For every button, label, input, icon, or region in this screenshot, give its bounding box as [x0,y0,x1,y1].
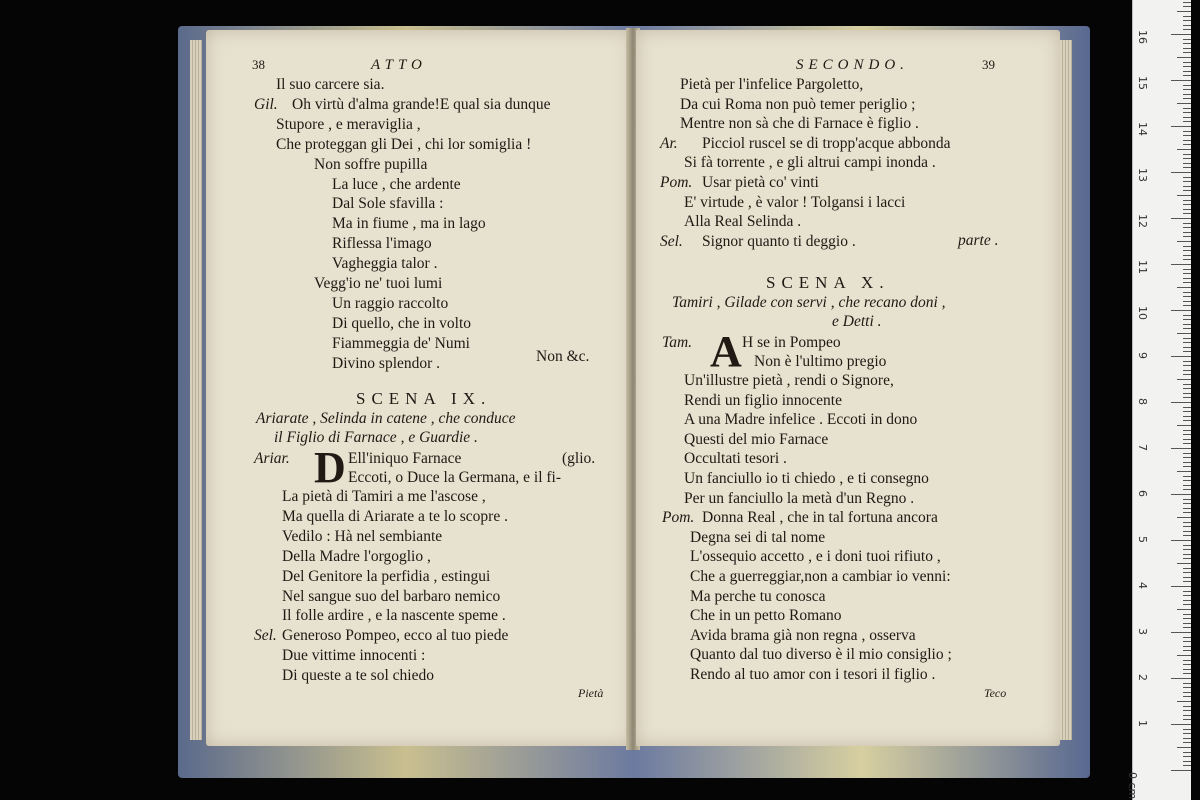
ruler-tick [1183,733,1191,734]
ruler-tick [1183,683,1191,684]
page-number: 39 [982,57,995,72]
ruler-tick [1183,595,1191,596]
ruler-tick [1183,384,1191,385]
verse-line: Vedilo : Hà nel sembiante [282,527,443,545]
ruler-tick [1183,508,1191,509]
ruler-tick [1183,370,1191,371]
right-page-edge [1060,40,1072,740]
ruler-label: 16 [1136,30,1149,44]
ruler-tick [1183,140,1191,141]
ruler-tick [1183,186,1191,187]
ruler-tick [1183,568,1191,569]
ruler-tick [1183,75,1191,76]
right-page [636,30,1060,746]
verse-line: Ma perche tu conosca [690,587,826,605]
verse-line: Non soffre pupilla [314,155,428,173]
verse-line: La pietà di Tamiri a me l'ascose , [282,488,486,505]
ruler-tick [1183,499,1191,500]
ruler-tick [1183,673,1191,674]
ruler-label: 9 [1136,352,1149,359]
ruler-tick [1183,85,1191,86]
ruler-tick [1171,356,1191,357]
ruler-tick [1183,117,1191,118]
ruler-unit: 0 cm [1126,772,1139,800]
ruler-tick [1183,16,1191,17]
ruler-label: 12 [1136,214,1149,228]
ruler-tick [1177,195,1191,196]
ruler-tick [1183,324,1191,325]
exit-direction: parte . [958,232,999,249]
verse-line: Il suo carcere sia. [276,76,385,93]
ruler-tick [1177,103,1191,104]
ruler-tick [1183,374,1191,375]
verse-line: Vagheggia talor . [332,255,438,273]
ruler-tick [1183,480,1191,481]
ruler-tick [1171,34,1191,35]
ruler-tick [1177,471,1191,472]
ruler-tick [1177,425,1191,426]
ruler-tick [1183,342,1191,343]
ruler-tick [1183,554,1191,555]
verse-line: Signor quanto ti deggio . [702,232,856,250]
verse-line: Ell'iniquo Farnace [348,450,462,467]
ruler-tick [1183,158,1191,159]
speaker-label: Gil. [254,95,278,113]
ruler-tick [1183,489,1191,490]
drop-capital: A [710,327,742,376]
ruler-tick [1177,11,1191,12]
ruler-tick [1171,678,1191,679]
ruler-tick [1183,98,1191,99]
stage-direction: Ariarate , Selinda in catene , che conduce [256,410,516,427]
ruler-tick [1183,338,1191,339]
ruler-tick [1183,2,1191,3]
verse-line: Quanto dal tuo diverso è il mio consiglio ; [690,646,952,664]
ruler-tick [1183,765,1191,766]
ruler-tick [1183,393,1191,394]
ruler-tick [1183,687,1191,688]
left-page [206,30,632,746]
verse-line: Picciol ruscel se di tropp'acque abbonda [702,134,951,152]
ruler-tick [1183,48,1191,49]
ruler-tick [1183,535,1191,536]
ruler-tick [1183,443,1191,444]
ruler-tick [1183,273,1191,274]
verse-line: Ma in fiume , ma in lago [332,215,486,233]
left-page-edge [190,40,202,740]
ruler-tick [1171,264,1191,265]
verse-line: Del Genitore la perfidia , estingui [282,567,491,585]
ruler-tick [1171,586,1191,587]
verse-line: Che proteggan gli Dei , chi lor somiglia ! [276,135,532,153]
ruler-tick [1183,397,1191,398]
ruler-tick [1183,232,1191,233]
ruler-tick [1177,701,1191,702]
stage-direction: il Figlio di Farnace , e Guardie . [274,429,478,446]
ruler-tick [1171,218,1191,219]
verse-line: Pietà per l'infelice Pargoletto, [680,76,864,93]
ruler-tick [1183,255,1191,256]
ruler-tick [1183,66,1191,67]
ruler-tick [1183,756,1191,757]
ruler-tick [1183,618,1191,619]
drop-capital: D [314,443,346,492]
ruler-label: 5 [1136,536,1149,543]
ruler-tick [1177,747,1191,748]
ruler-tick [1171,448,1191,449]
verse-line: Occultati tesori . [684,450,787,468]
running-head: SECONDO. [796,57,909,73]
ruler-tick [1183,715,1191,716]
verse-line: Ma quella di Ariarate a te lo scopre . [282,507,508,525]
ruler-label: 8 [1136,398,1149,405]
ruler-tick [1183,637,1191,638]
ruler-label: 2 [1136,674,1149,681]
ruler-tick [1183,388,1191,389]
verse-line: A una Madre infelice . Eccoti in dono [684,411,918,429]
verse-line: Che a guerreggiar,non a cambiar io venni: [690,568,951,585]
ruler-tick [1183,236,1191,237]
ruler-tick [1183,351,1191,352]
ruler-label: 13 [1136,168,1149,182]
ruler-tick [1183,752,1191,753]
verse-line: Nel sangue suo del barbaro nemico [282,587,501,605]
ruler-tick [1171,126,1191,127]
verse-line: Mentre non sà che di Farnace è figlio . [680,115,919,133]
ruler-label: 4 [1136,582,1149,589]
scene-title: SCENA IX. [356,389,492,408]
stage-direction: e Detti . [832,313,882,330]
ruler-tick [1183,292,1191,293]
ruler-tick [1183,572,1191,573]
ruler-tick [1183,62,1191,63]
ruler-tick [1183,457,1191,458]
verse-line: Si fà torrente , e gli altrui campi inonda . [684,154,936,172]
verse-line: Rendo al tuo amor con i tesori il figlio . [690,666,936,683]
verse-line: Rendi un figlio innocente [684,391,842,409]
ruler-tick [1183,365,1191,366]
verse-line: Eccoti, o Duce la Germana, e il fi- [348,469,562,486]
ruler-tick [1183,434,1191,435]
stage-direction: Tamiri , Gilade con servi , che recano doni , [672,294,946,311]
ruler-label: 3 [1136,628,1149,635]
ruler-tick [1183,154,1191,155]
ruler-tick [1183,108,1191,109]
ruler-tick [1183,121,1191,122]
ruler-tick [1171,172,1191,173]
speaker-label: Pom. [662,509,695,527]
ruler-label: 15 [1136,76,1149,90]
ruler-tick [1183,664,1191,665]
verse-line: L'ossequio accetto , e i doni tuoi rifiuto , [690,548,941,566]
speaker-label: Sel. [254,627,277,645]
ruler-tick [1177,609,1191,610]
catchword: Pietà [578,686,604,700]
ruler-tick [1183,305,1191,306]
scene-title: SCENA X. [766,273,890,292]
ruler-tick [1171,402,1191,403]
ruler-tick [1183,627,1191,628]
speaker-label: Tam. [662,334,693,351]
aside: Non &c. [536,348,590,365]
ruler-tick [1183,269,1191,270]
ruler-tick [1183,476,1191,477]
ruler-tick [1183,296,1191,297]
ruler-tick [1183,729,1191,730]
ruler-tick [1177,149,1191,150]
verse-line: Per un fanciullo la metà d'un Regno . [684,489,915,507]
verse-line: Stupore , e meraviglia , [276,115,421,133]
ruler-tick [1183,641,1191,642]
ruler-tick [1177,379,1191,380]
ruler-tick [1183,558,1191,559]
ruler-tick [1183,204,1191,205]
ruler-tick [1183,466,1191,467]
ruler-tick [1183,650,1191,651]
ruler-tick [1183,25,1191,26]
ruler-tick [1183,246,1191,247]
ruler-tick [1183,761,1191,762]
ruler-tick [1183,416,1191,417]
verse-line: E' virtude , è valor ! Tolgansi i lacci [684,193,906,211]
verse-line: Avida brama già non regna , osserva [690,626,916,644]
ruler-tick [1183,545,1191,546]
verse-line: Non è l'ultimo pregio [754,353,887,370]
ruler-tick [1183,420,1191,421]
ruler-tick [1183,89,1191,90]
ruler-label: 10 [1136,306,1149,320]
ruler-tick [1177,287,1191,288]
ruler-tick [1183,315,1191,316]
ruler-tick [1183,163,1191,164]
ruler-label: 6 [1136,490,1149,497]
verse-line: Dal Sole sfavilla : [332,195,444,213]
verse-line: Il folle ardire , e la nascente speme . [282,607,506,625]
ruler-tick [1183,181,1191,182]
ruler-tick [1171,494,1191,495]
ruler-tick [1183,710,1191,711]
running-head: ATTO [371,57,427,73]
ruler-tick [1183,319,1191,320]
ruler-tick [1183,361,1191,362]
verse-line: Da cui Roma non può temer periglio ; [680,95,916,113]
ruler-tick [1183,144,1191,145]
ruler-tick [1183,328,1191,329]
ruler-tick [1183,503,1191,504]
ruler-tick [1177,563,1191,564]
ruler-tick [1183,190,1191,191]
ruler-tick [1171,770,1191,771]
ruler-tick [1171,310,1191,311]
verse-line: Generoso Pompeo, ecco al tuo piede [282,627,509,645]
ruler-tick [1183,669,1191,670]
ruler-tick [1183,604,1191,605]
verse-line: Questi del mio Farnace [684,430,829,448]
ruler-tick [1171,540,1191,541]
ruler-label: 7 [1136,444,1149,451]
ruler-tick [1183,29,1191,30]
ruler-tick [1183,227,1191,228]
ruler-tick [1183,591,1191,592]
ruler-tick [1183,531,1191,532]
ruler-tick [1183,259,1191,260]
ruler-tick [1183,278,1191,279]
ruler-tick [1183,430,1191,431]
ruler-tick [1177,655,1191,656]
ruler-tick [1183,577,1191,578]
ruler-tick [1183,135,1191,136]
ruler-tick [1183,52,1191,53]
ruler-tick [1183,526,1191,527]
verse-line: Alla Real Selinda . [684,213,802,231]
ruler-tick [1183,660,1191,661]
ruler-tick [1183,600,1191,601]
verse-line: Oh virtù d'alma grande!E qual sia dunque [292,95,551,113]
ruler-tick [1183,347,1191,348]
verse-line: Che in un petto Romano [690,607,842,625]
ruler-tick [1183,485,1191,486]
verse-line: H se in Pompeo [742,334,841,351]
verse-line: Un fanciullo io ti chiedo , e ti consegno [684,470,929,487]
ruler-tick [1183,581,1191,582]
ruler-tick [1183,646,1191,647]
ruler-tick [1183,706,1191,707]
verse-line: La luce , che ardente [332,175,461,193]
verse-line: Divino splendor . [332,354,441,372]
ruler-tick [1183,131,1191,132]
speaker-label: Sel. [660,232,683,250]
speaker-label: Ar. [660,134,678,152]
ruler-label: 11 [1136,260,1149,274]
ruler-tick [1183,614,1191,615]
ruler-tick [1183,692,1191,693]
ruler-tick [1183,522,1191,523]
ruler-label: 14 [1136,122,1149,136]
ruler-tick [1183,462,1191,463]
ruler-tick [1183,407,1191,408]
ruler-tick [1183,719,1191,720]
ruler-tick [1183,167,1191,168]
verse-line: Usar pietà co' vinti [702,174,819,191]
ruler-tick [1183,411,1191,412]
ruler-tick [1183,20,1191,21]
verse-line: Della Madre l'orgoglio , [282,547,431,565]
ruler-tick [1183,209,1191,210]
ruler-tick [1177,333,1191,334]
ruler-tick [1183,250,1191,251]
ruler-tick [1183,39,1191,40]
ruler-tick [1171,632,1191,633]
ruler-tick [1183,43,1191,44]
ruler-tick [1177,241,1191,242]
verse-line-overflow: (glio. [562,450,596,467]
ruler-tick [1183,71,1191,72]
verse-line: Riflessa l'imago [332,235,432,253]
verse-line: Vegg'io ne' tuoi lumi [314,275,443,292]
verse-line: Di queste a te sol chiedo [282,667,434,685]
verse-line: Due vittime innocenti : [282,647,426,665]
page-number: 38 [252,57,265,72]
verse-line: Donna Real , che in tal fortuna ancora [702,509,938,527]
ruler-tick [1183,223,1191,224]
measurement-ruler [1126,0,1191,800]
verse-line: Degna sei di tal nome [690,528,826,546]
verse-line: Un'illustre pietà , rendi o Signore, [684,372,894,389]
ruler-tick [1183,623,1191,624]
ruler-tick [1183,213,1191,214]
ruler-tick [1183,177,1191,178]
ruler-tick [1183,439,1191,440]
verse-line: Fiammeggia de' Numi [332,334,470,352]
ruler-tick [1183,549,1191,550]
ruler-tick [1183,742,1191,743]
ruler-tick [1171,80,1191,81]
ruler-label: 1 [1136,720,1149,727]
ruler-tick [1183,200,1191,201]
verse-line: Un raggio raccolto [332,294,449,312]
ruler-tick [1183,6,1191,7]
ruler-tick [1183,738,1191,739]
ruler-tick [1183,112,1191,113]
ruler-tick [1183,512,1191,513]
speaker-label: Ariar. [254,450,290,467]
ruler-tick [1171,724,1191,725]
ruler-tick [1183,282,1191,283]
ruler-tick [1183,94,1191,95]
ruler-tick [1177,57,1191,58]
ruler-tick [1183,696,1191,697]
catchword: Teco [984,686,1007,700]
ruler-tick [1183,301,1191,302]
ruler-tick [1177,517,1191,518]
speaker-label: Pom. [660,174,693,191]
verse-line: Di quello, che in volto [332,314,472,332]
ruler-tick [1183,453,1191,454]
